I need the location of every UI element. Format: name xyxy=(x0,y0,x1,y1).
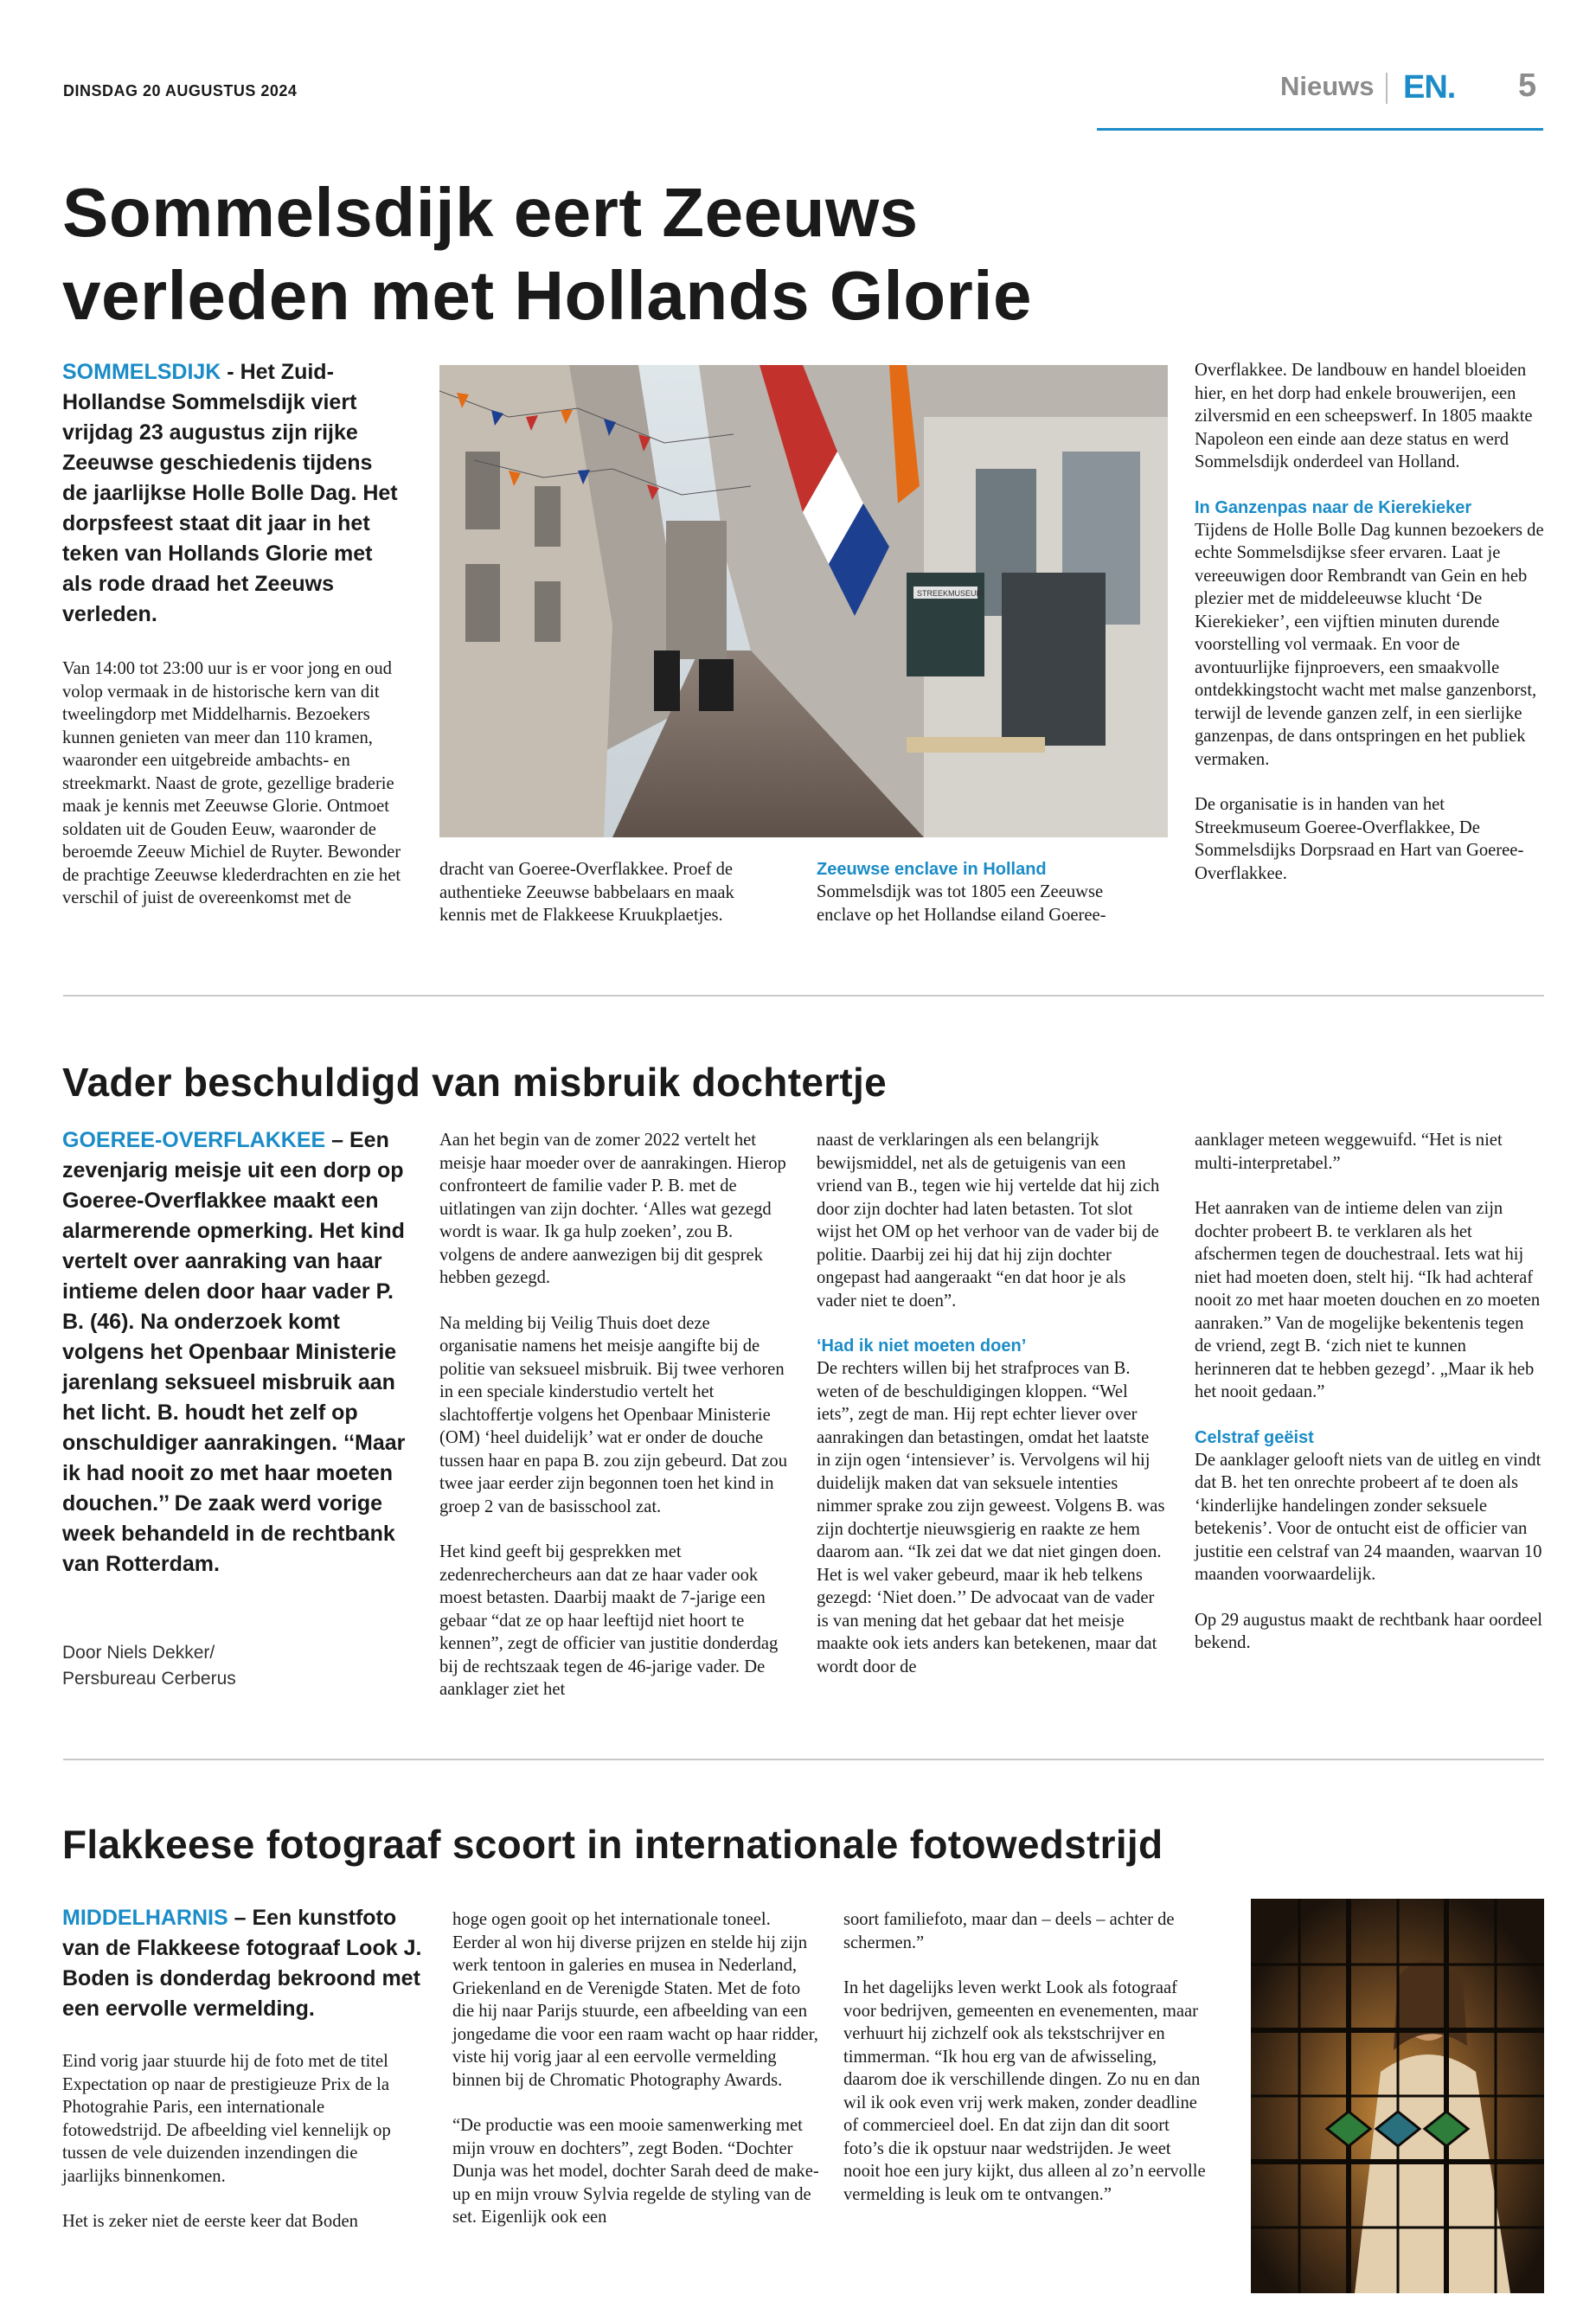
article1-col4-p1: Overflakkee. De landbouw en handel bloeiden hier, en het dorp had enkele brouwerijen, een zilversmid en een scheepswerf. In 1805 maakte Napoleon een einde aan deze status en werd Sommelsdijk onderdeel van Holland. xyxy=(1195,361,1533,471)
article2-col3-p2: De rechters willen bij het strafproces van B. weten of de beschuldigingen kloppen. “Wel iets”, zegt de man. Hij rept echter liever over aanrakingen dan betastingen, omdat het laatste in zijn ogen ‘intensiever’ is. Vervolgens wil hij duidelijk maken dat van seksuele intenties nimmer sprake zou zijn geweest. Volgens B. was zijn dochtertje nieuwsgierig en raakte ze hem daarom aan. “Ik zei dat we dat niet gingen doen. Het is wel vaker gebeurd, maar ik heb telkens gezegd: ‘Niet doen.’’ De advocaat van de vader is van mening dat het gebaar dat het meisje maakte ook iets anders kan betekenen, maar dat wordt door de xyxy=(817,1359,1165,1676)
article3-col3-p2: In het dagelijks leven werkt Look als fotograaf voor bedrijven, gemeenten en evenementen, maar verhuurt hij zichzelf ook als tekstschrijver en timmerman. “Ik hou erg van de afwisseling, daarom doe ik verschillende dingen. Zo nu en dan wil ik ook even vrij werk maken, zonder deadline of commercieel doel. En dat zijn dan dit soort foto’s die ik opstuur naar wedstrijden. Je weet nooit hoe een jury kijkt, dus alleen al zo’n eervolle vermelding is leuk om te ontvangen.” xyxy=(843,1978,1206,2204)
article2-col2-p3: Het kind geeft bij gesprekken met zedenrechercheurs aan dat ze haar vader ook moest betasten. Daarbij maakt de 7-jarige een gebaar “dat ze op haar leeftijd niet hoort te kennen”, zegt de officier van justitie donderdag bij de rechtszaak tegen de 46-jarige vader. De aanklager ziet het xyxy=(439,1542,779,1699)
article2-intro xyxy=(62,1125,413,1580)
article1-col3 xyxy=(817,858,1158,949)
article2-col3-p1: naast de verklaringen als een belangrijk bewijsmiddel, net als de getuigenis van een vriend van B., tegen wie hij vertelde dat hij zich door zijn dochter had laten betasten. Tot slot wijst het OM op het verhoor van de vader bij de politie. Daarbij zei hij dat hij zijn dochter ongepast had aangeraakt “en dat hoor je als vader niet te doen”. xyxy=(817,1131,1160,1311)
article1-subhead-enclave: Zeeuwse enclave in Holland xyxy=(817,860,1047,879)
article2-col2 xyxy=(439,1129,790,1724)
article3-col2-p1: hoge ogen gooit op het internationale toneel. Eerder al won hij diverse prijzen en stelde hij zijn werk tentoon in galeries en musea in Nederland, Griekenland en de Verenigde Staten. Met de foto die hij naar Parijs stuurde, een afbeelding van een jongedame die voor een raam wacht op haar ridder, viste hij vorig jaar al een eervolle vermelding binnen bij de Chromatic Photography Awards. xyxy=(452,1910,818,2090)
article1-intro-text: - Het Zuid-Hollandse Sommelsdijk viert vrijdag 23 augustus zijn rijke Zeeuwse geschiedenis tijdens de jaarlijkse Holle Bolle Dag. Het dorpsfeest staat dit jaar in het teken van Hollands Glorie met als rode draad het Zeeuws verleden. xyxy=(62,360,398,626)
article3-intro-text: – Een kunstfoto van de Flakkeese fotograaf Look J. Boden is donderdag bekroond met een eervolle vermelding. xyxy=(62,1906,422,2021)
article3-intro xyxy=(62,1903,434,2024)
article1-intro xyxy=(62,357,400,630)
article3-col3 xyxy=(843,1908,1211,2228)
article1-col2 xyxy=(439,858,781,950)
stained-glass-photo-illustration xyxy=(1251,1899,1544,2293)
byline-agency: Persbureau Cerberus xyxy=(62,1669,236,1689)
section-divider-1 xyxy=(63,995,1544,997)
header-accent-rule xyxy=(1097,128,1543,131)
article1-col4-p2: Tijdens de Holle Bolle Dag kunnen bezoekers de echte Sommelsdijkse sfeer ervaren. Laat je vereeuwigen door Rembrandt van Gein en heb plezier met de middeleeuwse klucht ‘De Kierekieker’, een vijftien minuten durende voorstelling vol vermaak. En voor de avontuurlijke fijnproevers, een smaakvolle ontdekkingstocht wacht met malse ganzenborst, terwijl de levende ganzen zelf, in een sierlijke ganzenpas, de dans ontspringen en het publiek vermaken. xyxy=(1195,520,1544,769)
article2-subhead-celstraf: Celstraf geëist xyxy=(1195,1427,1314,1447)
article2-byline xyxy=(62,1640,408,1692)
article2-col3 xyxy=(817,1129,1167,1701)
article3-col1 xyxy=(62,2050,408,2256)
museum-sign-text: STREEKMUSEUM xyxy=(917,589,984,598)
section-label[interactable]: Nieuws xyxy=(1280,71,1375,101)
article3-col2-p2: “De productie was een mooie samenwerking met mijn vrouw en dochters”, zegt Boden. “Dochter Dunja was het model, dochter Sarah deed de make-up en mijn vrouw Sylvia regelde de styling van de set. Eigenlijk ook een xyxy=(452,2116,819,2227)
article1-col1 xyxy=(62,657,408,933)
article3-headline: Flakkeese fotograaf scoort in internationale fotowedstrijd xyxy=(62,1822,1163,1867)
article1-col2-text: dracht van Goeree-Overflakkee. Proef de authentieke Zeeuwse babbelaars en maak kennis met de Flakkeese Kruukplaetjes. xyxy=(439,860,734,925)
newspaper-logo[interactable]: EN. xyxy=(1403,69,1456,106)
street-photo-illustration xyxy=(439,365,1168,837)
headline-line-2: verleden met Hollands Glorie xyxy=(62,257,1032,334)
article1-col4-p3: De organisatie is in handen van het Streekmuseum Goeree-Overflakkee, De Sommelsdijks Dorpsraad en Hart van Goeree-Overflakkee. xyxy=(1195,795,1524,883)
article1-kicker: SOMMELSDIJK xyxy=(62,360,221,384)
article3-col3-p1: soort familiefoto, maar dan – deels – achter de schermen.” xyxy=(843,1910,1175,1952)
article2-col4-p4: Op 29 augustus maakt de rechtbank haar oordeel bekend. xyxy=(1195,1610,1543,1652)
article1-col1-text: Van 14:00 tot 23:00 uur is er voor jong en oud volop vermaak in de historische kern van dit tweelingdorp met Middelharnis. Bezoekers kunnen genieten van meer dan 110 kramen, waaronder een uitgebreide ambachts- en streekmarkt. Naast de grote, gezellige braderie maak je kennis met Zeeuwse Glorie. Ontmoet soldaten uit de Gouden Eeuw, waaronder de beroemde Zeeuw Michiel de Ruyter. Bewonder de prachtige Zeeuwse klederdrachten en zie het verschil of juist de overeenkomst met de xyxy=(62,659,401,907)
headline-line-1: Sommelsdijk eert Zeeuws xyxy=(62,174,919,251)
article1-col3-text: Sommelsdijk was tot 1805 een Zeeuwse enclave op het Hollandse eiland Goeree- xyxy=(817,882,1106,925)
article3-col2 xyxy=(452,1908,820,2252)
article2-col4-p1: aanklager meteen weggewuifd. “Het is niet multi-interpretabel.” xyxy=(1195,1131,1503,1173)
article2-col2-p2: Na melding bij Veilig Thuis doet deze organisatie namens het meisje aangifte bij de politie van seksueel misbruik. Bij twee verhoren in een speciale kinderstudio vertelt het slachtoffertje volgens het Openbaar Ministerie (OM) ‘heel duidelijk’ wat er onder de douche tussen haar en papa B. zou zijn gebeurd. Dat zou twee jaar eerder zijn begonnen toen het kind in groep 2 van de basisschool zat. xyxy=(439,1313,788,1516)
section-divider-2 xyxy=(63,1759,1544,1760)
article2-col2-p1: Aan het begin van de zomer 2022 vertelt het meisje haar moeder over de aanrakingen. Hierop confronteert de familie vader P. B. met de uitlatingen van zijn dochter. ‘Alles wat gezegd wordt is waar. Ik ga hulp zoeken’, zou B. volgens de andere aanwezigen bij dit gesprek hebben gezegd. xyxy=(439,1131,786,1287)
article1-col4 xyxy=(1195,359,1544,907)
article2-intro-text: – Een zevenjarig meisje uit een dorp op Goeree-Overflakkee maakt een alarmerende opmerking. Het kind vertelt over aanraking van haar intieme delen door haar vader P. B. (46). Na onderzoek komt volgens het Openbaar Ministerie jarenlang seksueel misbruik aan het licht. B. houdt het zelf op onschuldiger aanrakingen. ‘‘Maar ik had nooit zo met haar moeten douchen.’’ De zaak werd vorige week behandeld in de rechtbank van Rotterdam. xyxy=(62,1128,406,1576)
article2-headline: Vader beschuldigd van misbruik dochtertje xyxy=(62,1060,887,1105)
article2-kicker: GOEREE-OVERFLAKKEE xyxy=(62,1128,326,1152)
header-divider xyxy=(1386,73,1388,104)
article1-subhead-ganzenpas: In Ganzenpas naar de Kierekieker xyxy=(1195,497,1472,517)
byline-author: Door Niels Dekker/ xyxy=(62,1643,215,1663)
article2-subhead-moeten-doen: ‘Had ik niet moeten doen’ xyxy=(817,1336,1027,1356)
article2-col4 xyxy=(1195,1129,1544,1677)
article1-headline xyxy=(62,171,1135,337)
article3-col1-p1: Eind vorig jaar stuurde hij de foto met de titel Expectation op naar de prestigieuze Prix de la Photograhie Paris, een internationale fotowedstrijd. De afbeelding viel kennelijk op tussen de vele duizenden inzendingen die jaarlijks binnenkomen. xyxy=(62,2052,391,2186)
article3-photo[interactable] xyxy=(1251,1899,1544,2293)
article2-col4-p2: Het aanraken van de intieme delen van zijn dochter probeert B. te verklaren als het afschermen tegen de douchestraal. Iets wat hij niet had moeten doen, stelt hij. “Ik had achteraf nooit zo met haar moeten douchen en zo moeten aanraken.” Van de mogelijke bekentenis tegen de vriend, zegt B. ‘zich niet te kunnen herinneren dat te hebben gezegd’. „Maar ik heb het nooit gedaan.” xyxy=(1195,1199,1541,1401)
article3-kicker: MIDDELHARNIS xyxy=(62,1906,228,1930)
article2-col4-p3: De aanklager gelooft niets van de uitleg en vindt dat B. het ten onrechte probeert af te doen als ‘kinderlijke handelingen zonder seksuele betekenis’. Voor de ontucht eist de officier van justitie een celstraf van 24 maanden, waarvan 10 maanden voorwaardelijk. xyxy=(1195,1450,1542,1584)
article1-photo[interactable] xyxy=(439,365,1168,837)
issue-date: DINSDAG 20 AUGUSTUS 2024 xyxy=(63,82,298,99)
article3-col1-p2: Het is zeker niet de eerste keer dat Boden xyxy=(62,2212,358,2231)
page-number: 5 xyxy=(1518,67,1537,104)
